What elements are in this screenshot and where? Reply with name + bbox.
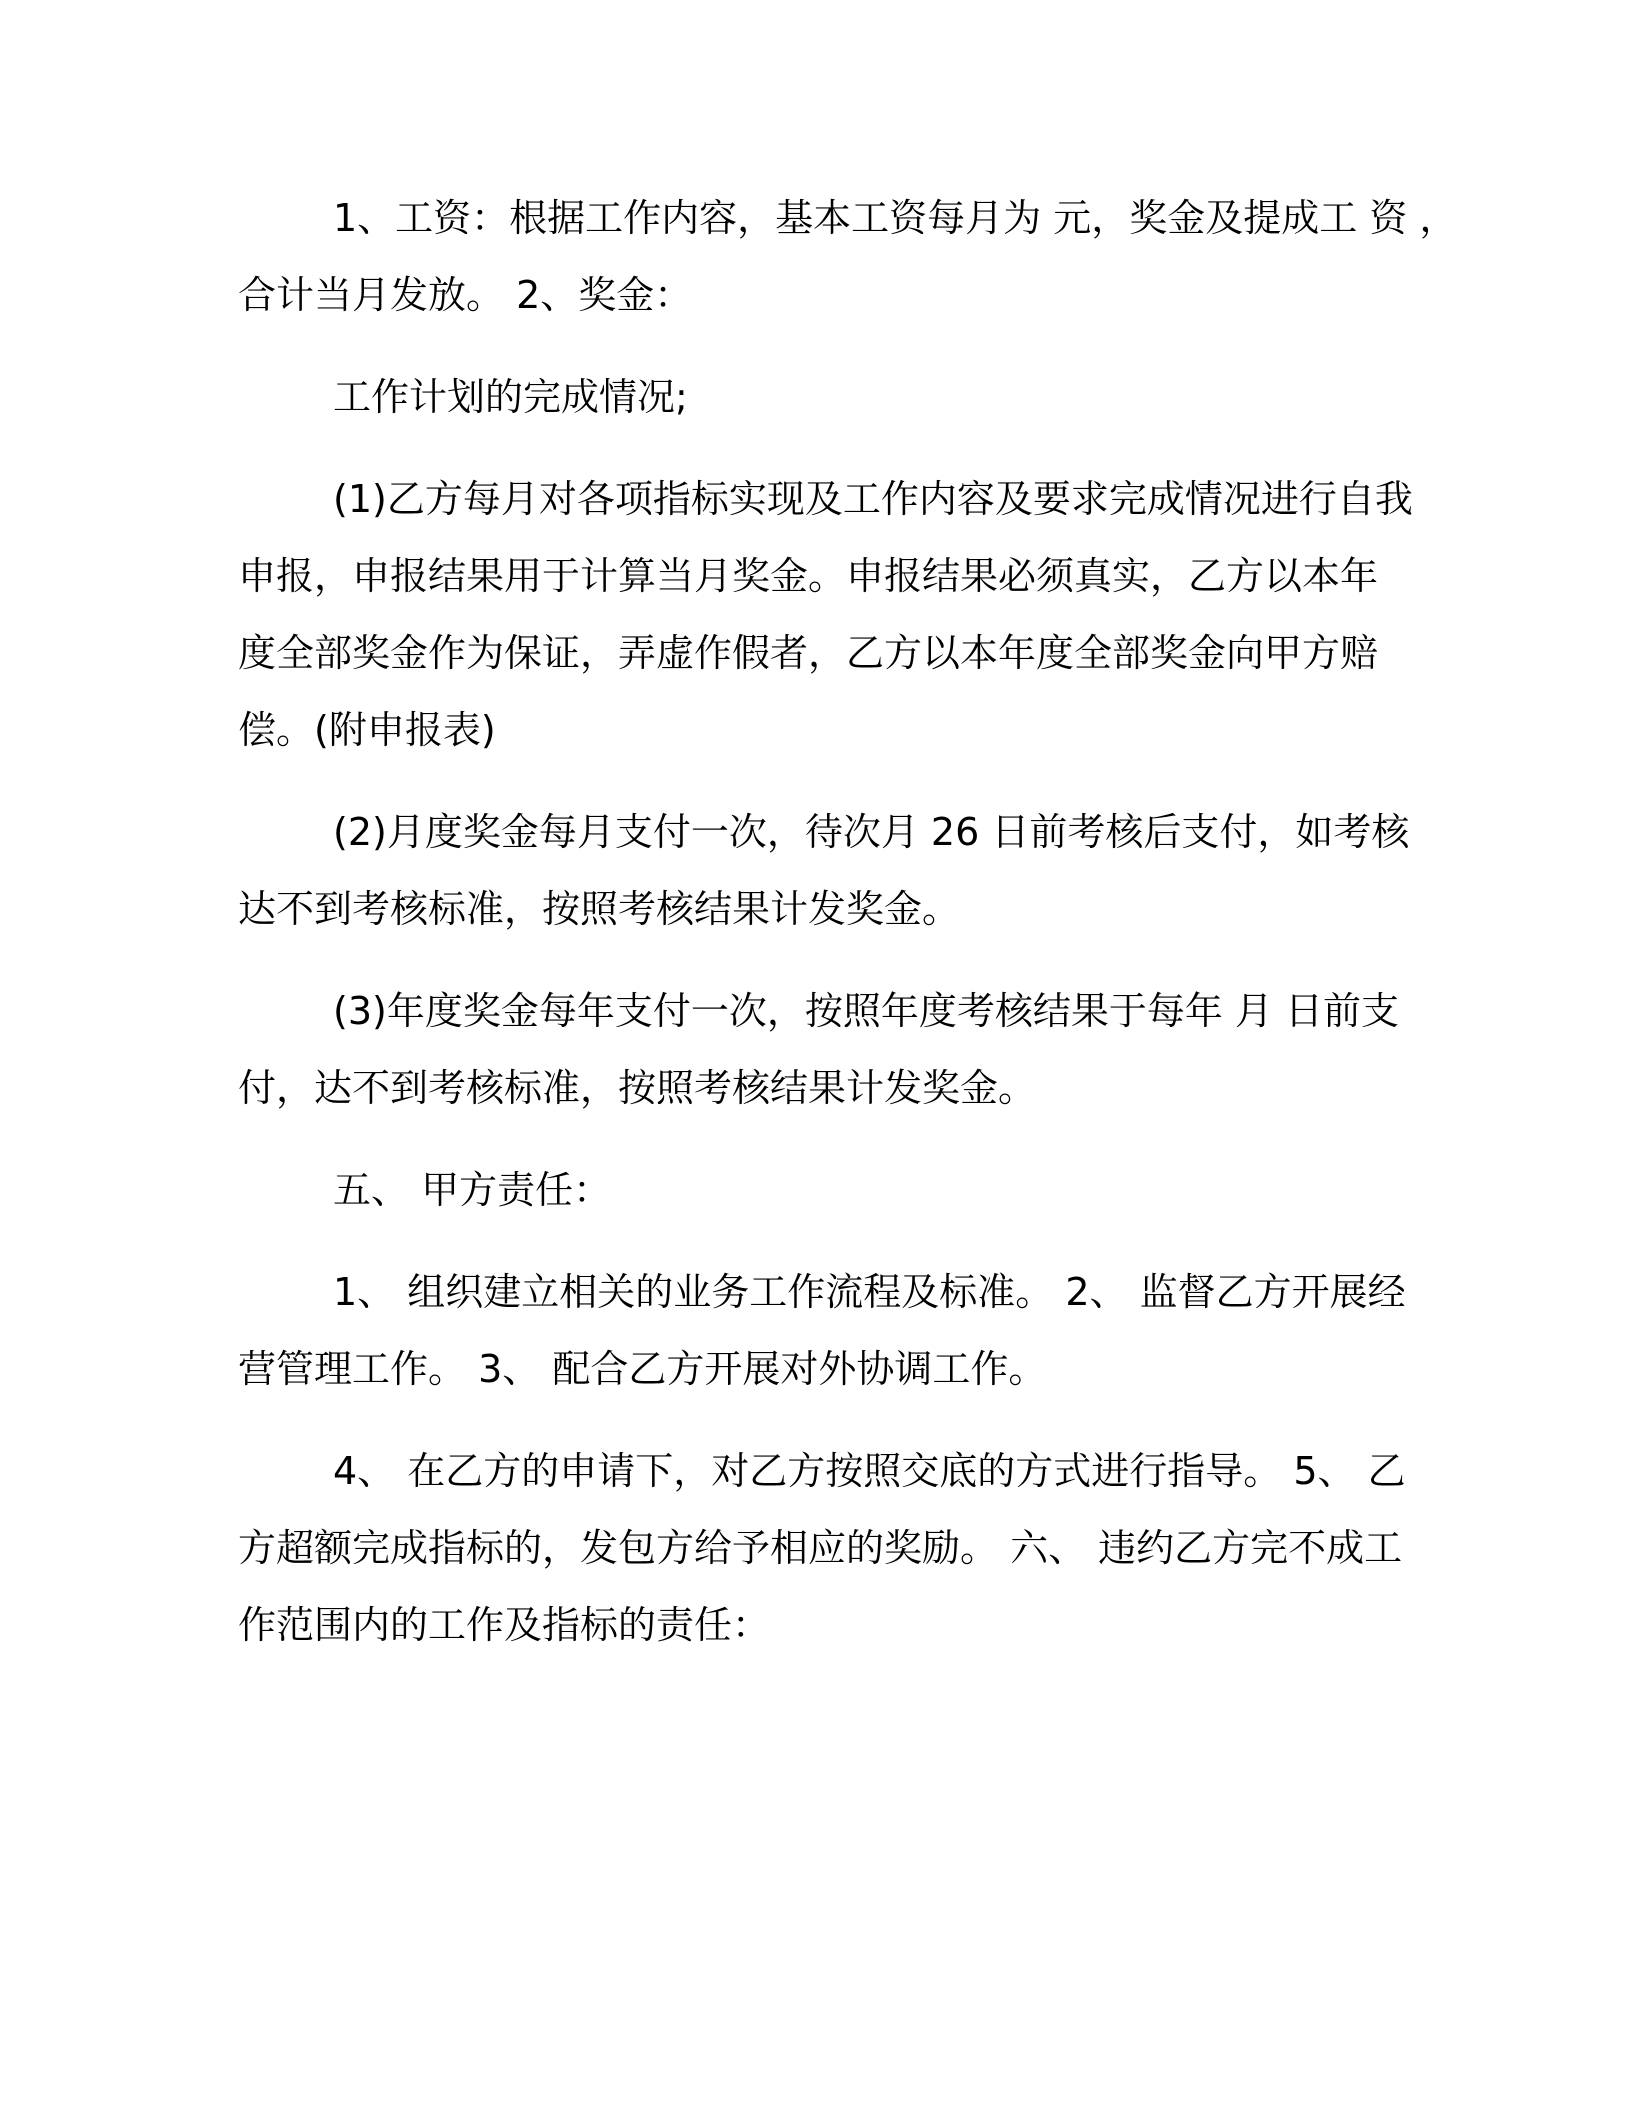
text-line: 达不到考核标准，按照考核结果计发奖金。 [238,887,961,931]
text-line: 申报，申报结果用于计算当月奖金。申报结果必须真实，乙方以本年 [238,554,1379,598]
text-line: 合计当月发放。 2、奖金： [238,273,693,317]
text-line: (3)年度奖金每年支付一次，按照年度考核结果于每年 月 日前支 [333,989,1399,1033]
text-line: 作范围内的工作及指标的责任： [238,1603,771,1647]
text-line: 方超额完成指标的，发包方给予相应的奖励。 六、 违约乙方完不成工 [238,1526,1403,1570]
text-line: 1、工资：根据工作内容，基本工资每月为 元，奖金及提成工 资 ， [333,196,1458,240]
text-line: (1)乙方每月对各项指标实现及工作内容及要求完成情况进行自我 [333,477,1413,521]
text-line: 度全部奖金作为保证，弄虚作假者，乙方以本年度全部奖金向甲方赔 [238,631,1379,675]
text-line: (2)月度奖金每月支付一次，待次月 26 日前考核后支付，如考核 [333,810,1410,854]
text-line: 工作计划的完成情况; [333,375,688,419]
text-line: 偿。(附申报表) [238,708,496,752]
text-line: 付，达不到考核标准，按照考核结果计发奖金。 [238,1066,1037,1110]
text-line: 营管理工作。 3、 配合乙方开展对外协调工作。 [238,1347,1047,1391]
section-heading: 五、 甲方责任： [333,1168,612,1212]
text-line: 1、 组织建立相关的业务工作流程及标准。 2、 监督乙方开展经 [333,1270,1406,1314]
text-line: 4、 在乙方的申请下，对乙方按照交底的方式进行指导。 5、 乙 [333,1449,1406,1493]
